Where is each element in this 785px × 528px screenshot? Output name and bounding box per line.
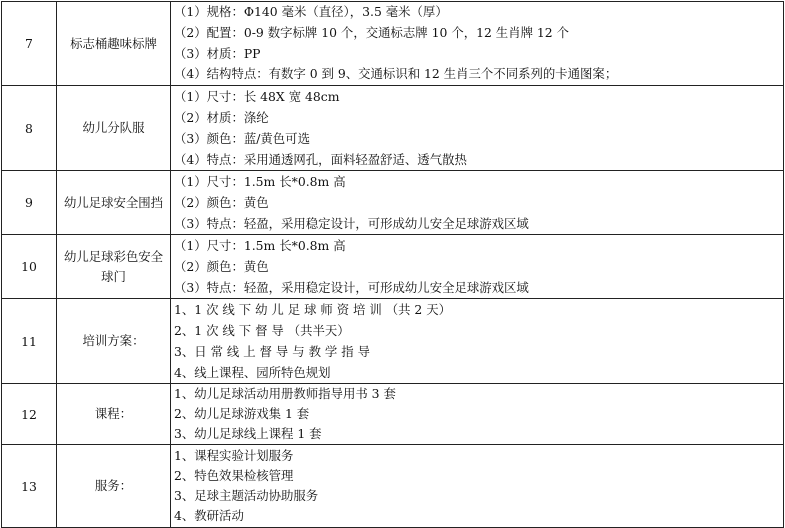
table-row <box>2 171 784 235</box>
item-name: 服务： <box>57 445 171 528</box>
item-details <box>171 384 784 445</box>
item-details <box>171 445 784 528</box>
detail-line: 2、1 次 线 下 督 导 （共半天） <box>174 323 350 338</box>
item-details <box>171 299 784 384</box>
row-number: 13 <box>2 445 57 528</box>
detail-line: （1）尺寸：1.5m 长*0.8m 高 <box>174 174 346 189</box>
detail-line: （1）尺寸：长 48X 宽 48cm <box>174 89 340 104</box>
detail-line: （2）配置：0-9 数字标牌 10 个，交通标志牌 10 个，12 生肖牌 12 个 <box>174 24 570 40</box>
detail-line: （2）材质：涤纶 <box>174 110 269 125</box>
row-number: 10 <box>2 235 57 299</box>
table-row <box>2 299 784 384</box>
item-details <box>171 235 784 299</box>
item-name: 课程： <box>57 384 171 445</box>
table-row <box>2 445 784 528</box>
detail-line: （3）材质：PP <box>174 45 261 61</box>
row-number: 12 <box>2 384 57 445</box>
detail-line: （3）特点：轻盈，采用稳定设计，可形成幼儿安全足球游戏区域 <box>174 280 529 295</box>
detail-line: （2）颜色：黄色 <box>174 195 269 210</box>
row-number: 8 <box>2 86 57 171</box>
row-number: 7 <box>2 2 57 86</box>
spec-table <box>1 1 784 528</box>
detail-line: （4）结构特点：有数字 0 到 9、交通标识和 12 生肖三个不同系列的卡通图案； <box>174 66 618 82</box>
detail-line: 3、日 常 线 上 督 导 与 教 学 指 导 <box>174 344 370 359</box>
detail-line: 1、幼儿足球活动用册教师指导用书 3 套 <box>174 386 396 401</box>
row-number: 11 <box>2 299 57 384</box>
detail-line: （1）规格：Φ140 毫米（直径），3.5 毫米（厚） <box>174 4 448 20</box>
detail-line: （3）颜色：蓝/黄色可选 <box>174 131 310 146</box>
detail-line: （3）特点：轻盈，采用稳定设计，可形成幼儿安全足球游戏区域 <box>174 216 529 231</box>
table-row <box>2 86 784 171</box>
item-details <box>171 171 784 235</box>
table-row <box>2 384 784 445</box>
detail-line: （1）尺寸：1.5m 长*0.8m 高 <box>174 238 346 253</box>
detail-line: 1、课程实验计划服务 <box>174 448 294 463</box>
item-name: 幼儿足球彩色安全球门 <box>57 235 171 299</box>
detail-line: （2）颜色：黄色 <box>174 259 269 274</box>
item-details <box>171 86 784 171</box>
item-name: 幼儿足球安全围挡 <box>57 171 171 235</box>
detail-line: 2、特色效果检核管理 <box>174 468 294 483</box>
detail-line: 4、线上课程、园所特色规划 <box>174 365 331 380</box>
detail-line: 4、教研活动 <box>174 508 244 523</box>
item-name: 幼儿分队服 <box>57 86 171 171</box>
item-name: 培训方案： <box>57 299 171 384</box>
item-details <box>171 2 784 86</box>
detail-line: 3、幼儿足球线上课程 1 套 <box>174 426 322 441</box>
item-name: 标志桶趣味标牌 <box>57 2 171 86</box>
table-row <box>2 235 784 299</box>
detail-line: 1、1 次 线 下 幼 儿 足 球 师 资 培 训 （共 2 天） <box>174 302 452 317</box>
detail-line: （4）特点：采用通透网孔，面料轻盈舒适、透气散热 <box>174 152 467 167</box>
detail-line: 2、幼儿足球游戏集 1 套 <box>174 406 310 421</box>
table-row <box>2 2 784 86</box>
row-number: 9 <box>2 171 57 235</box>
detail-line: 3、足球主题活动协助服务 <box>174 488 319 503</box>
